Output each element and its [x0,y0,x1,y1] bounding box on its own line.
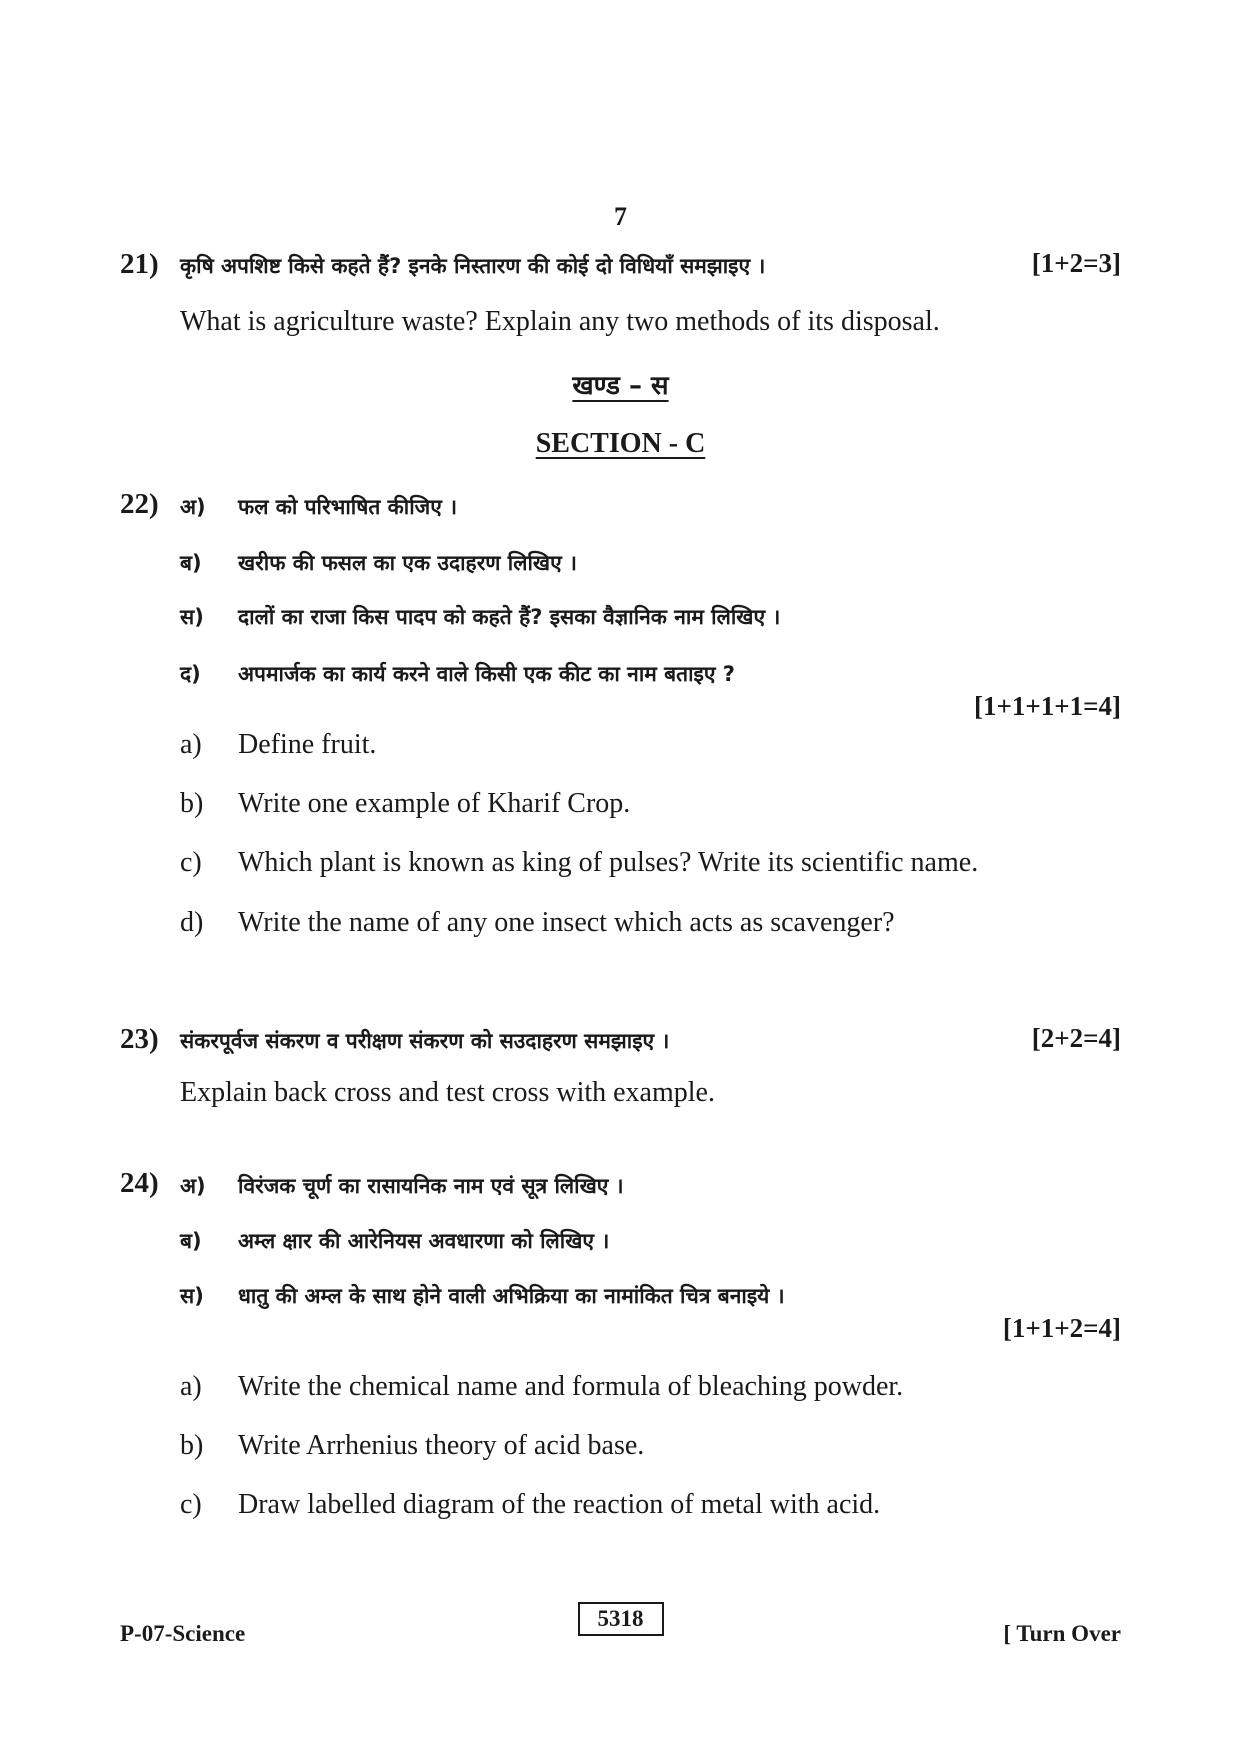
question-24-hindi-text-a: विरंजक चूर्ण का रासायनिक नाम एवं सूत्र लिखिए । [238,1174,624,1198]
question-22-hindi-label-c: स) [180,605,204,629]
question-22-hindi-label-a: अ) [180,495,206,519]
question-22-english-text-d: Write the name of any one insect which acts as scavenger? [238,907,895,938]
question-24-english-label-b: b) [180,1430,204,1461]
footer-serial-box: 5318 [578,1602,664,1636]
question-24-marks: [1+1+2=4] [1002,1313,1121,1343]
question-22-marks: [1+1+1+1=4] [973,691,1121,721]
question-22-hindi-label-b: ब) [180,551,202,575]
question-23-english: Explain back cross and test cross with example. [180,1077,715,1108]
question-22-english-label-d: d) [180,907,204,938]
question-24-english-label-c: c) [180,1489,202,1520]
question-24-english-label-a: a) [180,1371,202,1402]
section-heading-hindi: खण्ड – स [572,371,669,401]
question-22-english-label-a: a) [180,729,202,760]
question-22-english-text-b: Write one example of Kharif Crop. [238,788,631,819]
question-22-hindi-text-d: अपमार्जक का कार्य करने वाले किसी एक कीट का नाम बताइए ? [238,662,735,686]
question-21-hindi: कृषि अपशिष्ट किसे कहते हैं? इनके निस्तारण की कोई दो विधियाँ समझाइए । [180,254,766,278]
question-22-hindi-text-c: दालों का राजा किस पादप को कहते हैं? इसका वैज्ञानिक नाम लिखिए । [238,605,781,629]
question-22-english-text-a: Define fruit. [238,729,377,760]
question-24-hindi-text-c: धातु की अम्ल के साथ होने वाली अभिक्रिया का नामांकित चित्र बनाइये । [238,1284,785,1308]
question-22-english-label-c: c) [180,847,202,878]
question-23-hindi: संकरपूर्वज संकरण व परीक्षण संकरण को सउदाहरण समझाइए । [180,1029,670,1053]
page-number: 7 [614,202,627,231]
question-22-number: 22) [120,488,159,520]
question-23-marks: [2+2=4] [1031,1023,1121,1053]
question-24-hindi-label-b: ब) [180,1229,202,1253]
footer-turn-over: [ Turn Over [1003,1621,1121,1646]
question-24-hindi-label-a: अ) [180,1174,206,1198]
question-24-hindi-text-b: अम्ल क्षार की आरेनियस अवधारणा को लिखिए । [238,1229,610,1253]
question-23-number: 23) [120,1023,159,1055]
footer-paper-code: P-07-Science [120,1621,246,1646]
question-24-english-text-a: Write the chemical name and formula of bleaching powder. [238,1371,904,1402]
section-heading-english: SECTION - C [535,428,706,459]
question-21-number: 21) [120,248,159,280]
question-24-english-text-c: Draw labelled diagram of the reaction of metal with acid. [238,1489,881,1520]
question-24-number: 24) [120,1167,159,1199]
question-24-hindi-label-c: स) [180,1284,204,1308]
question-24-english-text-b: Write Arrhenius theory of acid base. [238,1430,645,1461]
question-22-english-label-b: b) [180,788,204,819]
question-22-english-text-c: Which plant is known as king of pulses? Write its scientific name. [238,847,979,878]
question-21-marks: [1+2=3] [1031,248,1121,278]
question-22-hindi-label-d: द) [180,662,201,686]
question-22-hindi-text-b: खरीफ की फसल का एक उदाहरण लिखिए । [238,551,577,575]
question-21-english: What is agriculture waste? Explain any two methods of its disposal. [180,306,940,337]
question-22-hindi-text-a: फल को परिभाषित कीजिए । [238,495,458,519]
